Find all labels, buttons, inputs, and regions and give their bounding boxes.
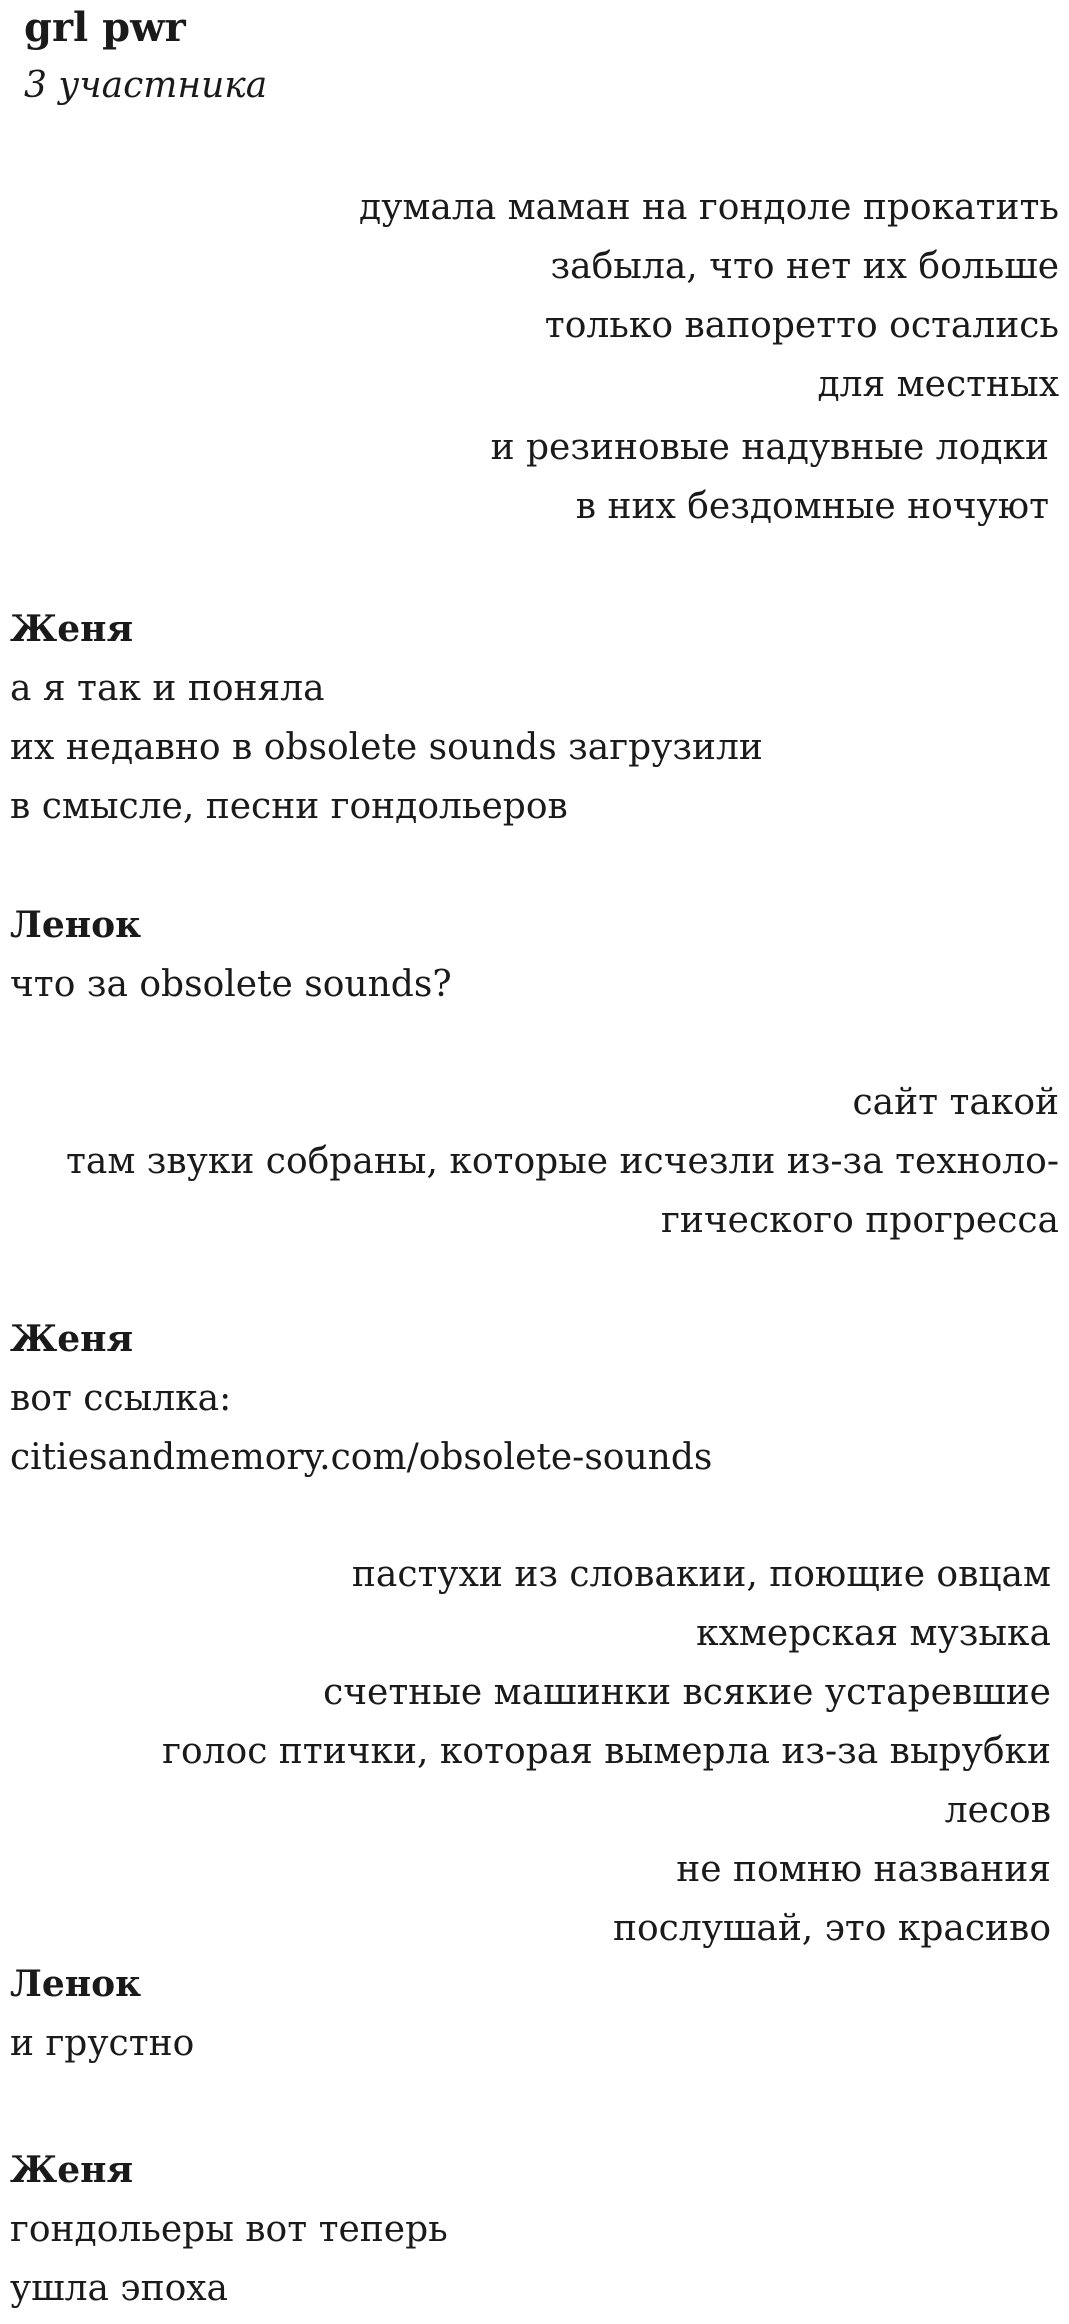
message-line: что за obsolete sounds? bbox=[10, 964, 452, 1005]
message-line: в них бездомные ночуют bbox=[575, 486, 1049, 527]
message-line: кхмерская музыка bbox=[696, 1613, 1051, 1654]
message-incoming bbox=[10, 600, 763, 836]
message-incoming bbox=[10, 1955, 194, 2073]
message-incoming bbox=[10, 896, 452, 1014]
message-sender: Женя bbox=[10, 2149, 134, 2191]
message-line: сайт такой bbox=[852, 1082, 1059, 1123]
message-line: пастухи из словакии, поющие овцам bbox=[351, 1554, 1051, 1595]
message-outgoing bbox=[66, 1073, 1059, 1250]
message-sender: Ленок bbox=[10, 1963, 142, 2005]
message-line: в смысле, песни гондольеров bbox=[10, 786, 568, 827]
message-line: не помню названия bbox=[676, 1849, 1051, 1890]
message-line: там звуки собраны, которые исчезли из-за техноло- bbox=[65, 1141, 1059, 1182]
message-line: голос птички, которая вымерла из-за вырубки bbox=[162, 1731, 1051, 1772]
message-incoming bbox=[10, 1310, 712, 1487]
message-outgoing bbox=[359, 178, 1059, 536]
message-sender: Женя bbox=[10, 608, 134, 650]
message-line: и резиновые надувные лодки bbox=[490, 427, 1049, 468]
message-line: гического прогресса bbox=[661, 1200, 1059, 1241]
message-line: только вапоретто остались bbox=[544, 305, 1059, 346]
chat-participants-count: 3 участника bbox=[24, 65, 268, 106]
message-line: счетные машинки всякие устаревшие bbox=[323, 1672, 1051, 1713]
message-line: послушай, это красиво bbox=[613, 1908, 1051, 1949]
message-line: ушла эпоха bbox=[10, 2268, 229, 2309]
message-sender: Ленок bbox=[10, 904, 142, 946]
message-line: гондольеры вот теперь bbox=[10, 2209, 448, 2250]
message-sender: Женя bbox=[10, 1318, 134, 1360]
message-line: вот ссылка: bbox=[10, 1378, 232, 1419]
message-line: их недавно в obsolete sounds загрузили bbox=[10, 727, 763, 768]
message-line: думала маман на гондоле прокатить bbox=[359, 187, 1059, 228]
message-line: для местных bbox=[817, 364, 1059, 405]
chat-title: grl pwr bbox=[24, 4, 186, 51]
message-line: лесов bbox=[944, 1790, 1051, 1831]
message-line: а я так и поняла bbox=[10, 668, 325, 709]
message-line: забыла, что нет их больше bbox=[550, 246, 1059, 287]
message-link[interactable]: citiesandmemory.com/obsolete-sounds bbox=[10, 1437, 713, 1478]
message-incoming bbox=[10, 2141, 448, 2318]
message-outgoing bbox=[162, 1545, 1051, 1958]
message-line: и грустно bbox=[10, 2023, 195, 2064]
